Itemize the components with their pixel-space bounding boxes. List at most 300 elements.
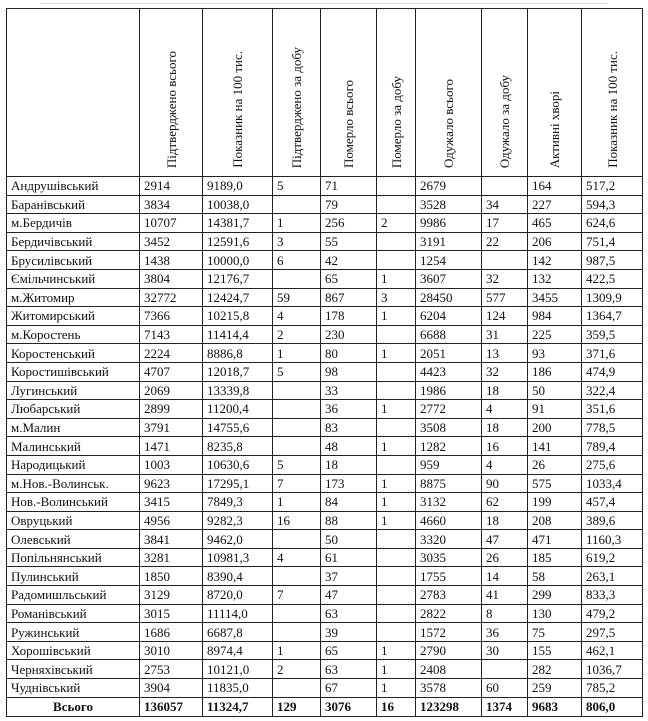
total-value-cell: 123298 — [416, 697, 482, 716]
value-cell: 7143 — [140, 325, 203, 344]
district-name-cell: м.Коростень — [7, 325, 140, 344]
value-cell: 778,5 — [582, 418, 643, 437]
value-cell: 3415 — [140, 493, 203, 512]
value-cell: 90 — [482, 474, 528, 493]
value-cell: 55 — [321, 232, 377, 251]
value-cell: 3015 — [140, 604, 203, 623]
district-name-cell: Лугинський — [7, 381, 140, 400]
value-cell: 5 — [273, 177, 321, 196]
value-cell: 10981,3 — [203, 548, 273, 567]
district-name-cell: Житомирський — [7, 307, 140, 326]
column-header — [416, 9, 482, 177]
value-cell: 3834 — [140, 195, 203, 214]
value-cell: 13339,8 — [203, 381, 273, 400]
value-cell: 275,6 — [582, 455, 643, 474]
value-cell: 462,1 — [582, 641, 643, 660]
value-cell: 1 — [377, 679, 416, 698]
value-cell: 11414,4 — [203, 325, 273, 344]
value-cell — [273, 604, 321, 623]
value-cell: 2 — [377, 214, 416, 233]
value-cell: 282 — [528, 660, 582, 679]
column-header — [203, 9, 273, 177]
value-cell: 4 — [273, 307, 321, 326]
column-header-label: Одужало всього — [441, 78, 456, 168]
value-cell: 5 — [273, 455, 321, 474]
value-cell: 1003 — [140, 455, 203, 474]
value-cell: 351,6 — [582, 400, 643, 419]
value-cell — [377, 586, 416, 605]
table-row — [7, 344, 643, 363]
value-cell: 2790 — [416, 641, 482, 660]
value-cell: 3010 — [140, 641, 203, 660]
value-cell: 422,5 — [582, 269, 643, 288]
value-cell: 2772 — [416, 400, 482, 419]
value-cell: 18 — [482, 511, 528, 530]
value-cell: 75 — [528, 623, 582, 642]
value-cell: 36 — [321, 400, 377, 419]
district-name-cell: Андрушівський — [7, 177, 140, 196]
value-cell: 1 — [377, 437, 416, 456]
value-cell: 457,4 — [582, 493, 643, 512]
value-cell: 37 — [321, 567, 377, 586]
value-cell: 10000,0 — [203, 251, 273, 270]
district-name-cell: м.Бердичів — [7, 214, 140, 233]
value-cell: 18 — [321, 455, 377, 474]
value-cell — [377, 623, 416, 642]
value-cell: 1471 — [140, 437, 203, 456]
value-cell: 4660 — [416, 511, 482, 530]
value-cell — [377, 232, 416, 251]
value-cell: 32 — [482, 362, 528, 381]
table-row — [7, 455, 643, 474]
value-cell: 31 — [482, 325, 528, 344]
value-cell — [273, 400, 321, 419]
value-cell: 479,2 — [582, 604, 643, 623]
value-cell: 1 — [377, 400, 416, 419]
district-name-cell: Чуднівський — [7, 679, 140, 698]
district-name-cell: Пулинський — [7, 567, 140, 586]
value-cell: 208 — [528, 511, 582, 530]
value-cell: 1 — [273, 214, 321, 233]
value-cell: 12018,7 — [203, 362, 273, 381]
value-cell — [273, 269, 321, 288]
value-cell: 11114,0 — [203, 604, 273, 623]
value-cell: 10707 — [140, 214, 203, 233]
total-value-cell: 16 — [377, 697, 416, 716]
value-cell: 10630,6 — [203, 455, 273, 474]
table-row — [7, 418, 643, 437]
value-cell: 60 — [482, 679, 528, 698]
table-row — [7, 604, 643, 623]
value-cell: 7366 — [140, 307, 203, 326]
value-cell: 32772 — [140, 288, 203, 307]
value-cell: 2899 — [140, 400, 203, 419]
table-row — [7, 623, 643, 642]
column-header-label: Померло всього — [341, 80, 356, 168]
value-cell: 80 — [321, 344, 377, 363]
value-cell: 16 — [482, 437, 528, 456]
value-cell: 4 — [482, 400, 528, 419]
table-row — [7, 548, 643, 567]
value-cell: 4707 — [140, 362, 203, 381]
value-cell — [377, 195, 416, 214]
value-cell: 259 — [528, 679, 582, 698]
district-name-cell: Радомишльський — [7, 586, 140, 605]
value-cell: 164 — [528, 177, 582, 196]
value-cell — [377, 325, 416, 344]
value-cell: 1364,7 — [582, 307, 643, 326]
value-cell: 1986 — [416, 381, 482, 400]
value-cell: 3452 — [140, 232, 203, 251]
value-cell: 987,5 — [582, 251, 643, 270]
value-cell: 6 — [273, 251, 321, 270]
value-cell: 141 — [528, 437, 582, 456]
value-cell: 624,6 — [582, 214, 643, 233]
value-cell: 26 — [482, 548, 528, 567]
value-cell: 785,2 — [582, 679, 643, 698]
value-cell — [377, 251, 416, 270]
column-header-label: Підтверджено всього — [163, 50, 179, 168]
value-cell: 2822 — [416, 604, 482, 623]
value-cell: 3320 — [416, 530, 482, 549]
value-cell: 1 — [377, 511, 416, 530]
covid-statistics-table — [6, 8, 643, 717]
value-cell: 1850 — [140, 567, 203, 586]
value-cell: 10038,0 — [203, 195, 273, 214]
column-header-label: Померло за добу — [388, 75, 404, 168]
value-cell — [377, 418, 416, 437]
value-cell: 79 — [321, 195, 377, 214]
value-cell: 199 — [528, 493, 582, 512]
table-row — [7, 474, 643, 493]
value-cell: 359,5 — [582, 325, 643, 344]
table-row — [7, 214, 643, 233]
value-cell: 1 — [377, 660, 416, 679]
total-value-cell: 136057 — [140, 697, 203, 716]
value-cell: 178 — [321, 307, 377, 326]
value-cell: 1 — [377, 474, 416, 493]
value-cell: 7849,3 — [203, 493, 273, 512]
cropped-caption-strip — [0, 0, 648, 8]
value-cell: 16 — [273, 511, 321, 530]
total-value-cell: 11324,7 — [203, 697, 273, 716]
value-cell: 58 — [528, 567, 582, 586]
column-header — [528, 9, 582, 177]
value-cell: 18 — [482, 418, 528, 437]
value-cell: 6687,8 — [203, 623, 273, 642]
value-cell: 17 — [482, 214, 528, 233]
district-name-cell: Попільнянський — [7, 548, 140, 567]
table-row — [7, 288, 643, 307]
value-cell — [273, 381, 321, 400]
value-cell: 225 — [528, 325, 582, 344]
value-cell — [273, 437, 321, 456]
value-cell: 18 — [482, 381, 528, 400]
value-cell — [482, 177, 528, 196]
value-cell — [377, 567, 416, 586]
table-row — [7, 511, 643, 530]
value-cell: 61 — [321, 548, 377, 567]
column-header — [377, 9, 416, 177]
table-row — [7, 232, 643, 251]
value-cell: 2 — [273, 660, 321, 679]
value-cell: 2914 — [140, 177, 203, 196]
value-cell: 9282,3 — [203, 511, 273, 530]
column-header-label: Одужало за добу — [497, 74, 512, 168]
value-cell: 2679 — [416, 177, 482, 196]
value-cell: 3791 — [140, 418, 203, 437]
column-header-label: Підтверджено за добу — [289, 46, 304, 168]
value-cell: 1 — [377, 344, 416, 363]
value-cell: 32 — [482, 269, 528, 288]
value-cell: 26 — [528, 455, 582, 474]
value-cell: 13 — [482, 344, 528, 363]
value-cell: 3129 — [140, 586, 203, 605]
value-cell: 3508 — [416, 418, 482, 437]
table-row — [7, 251, 643, 270]
column-header — [482, 9, 528, 177]
value-cell: 91 — [528, 400, 582, 419]
value-cell: 4 — [273, 548, 321, 567]
value-cell: 471 — [528, 530, 582, 549]
value-cell: 3455 — [528, 288, 582, 307]
district-name-cell: Черняхівський — [7, 660, 140, 679]
district-name-cell: Овруцький — [7, 511, 140, 530]
table-row — [7, 660, 643, 679]
district-name-cell: Ємільчинський — [7, 269, 140, 288]
value-cell: 71 — [321, 177, 377, 196]
value-cell: 3132 — [416, 493, 482, 512]
value-cell — [377, 604, 416, 623]
value-cell: 10215,8 — [203, 307, 273, 326]
total-value-cell: 9683 — [528, 697, 582, 716]
value-cell: 8720,0 — [203, 586, 273, 605]
value-cell: 577 — [482, 288, 528, 307]
district-name-cell: Коростенський — [7, 344, 140, 363]
table-row — [7, 586, 643, 605]
value-cell: 185 — [528, 548, 582, 567]
value-cell — [377, 530, 416, 549]
table-row — [7, 530, 643, 549]
value-cell: 5 — [273, 362, 321, 381]
district-name-cell: м.Малин — [7, 418, 140, 437]
value-cell: 3904 — [140, 679, 203, 698]
value-cell: 63 — [321, 604, 377, 623]
district-name-cell: Бердичівський — [7, 232, 140, 251]
district-name-cell: Романівський — [7, 604, 140, 623]
value-cell: 751,4 — [582, 232, 643, 251]
value-cell: 2783 — [416, 586, 482, 605]
district-name-cell: Любарський — [7, 400, 140, 419]
value-cell: 7 — [273, 586, 321, 605]
value-cell: 28450 — [416, 288, 482, 307]
table-row — [7, 307, 643, 326]
column-header — [140, 9, 203, 177]
value-cell — [377, 455, 416, 474]
value-cell: 14 — [482, 567, 528, 586]
value-cell: 3191 — [416, 232, 482, 251]
value-cell: 1438 — [140, 251, 203, 270]
table-row — [7, 195, 643, 214]
value-cell — [377, 548, 416, 567]
value-cell: 7 — [273, 474, 321, 493]
value-cell: 33 — [321, 381, 377, 400]
district-name-cell: Олевський — [7, 530, 140, 549]
value-cell — [273, 623, 321, 642]
value-cell: 65 — [321, 269, 377, 288]
value-cell: 12424,7 — [203, 288, 273, 307]
value-cell: 1036,7 — [582, 660, 643, 679]
value-cell: 59 — [273, 288, 321, 307]
value-cell: 297,5 — [582, 623, 643, 642]
value-cell: 6204 — [416, 307, 482, 326]
total-label-cell: Всього — [7, 697, 140, 716]
value-cell: 389,6 — [582, 511, 643, 530]
table-row — [7, 362, 643, 381]
value-cell: 9623 — [140, 474, 203, 493]
value-cell: 3578 — [416, 679, 482, 698]
district-name-cell: Малинський — [7, 437, 140, 456]
value-cell: 8974,4 — [203, 641, 273, 660]
header-row — [7, 9, 643, 177]
value-cell: 833,3 — [582, 586, 643, 605]
district-name-cell: Коростишівський — [7, 362, 140, 381]
value-cell: 83 — [321, 418, 377, 437]
value-cell: 1 — [377, 641, 416, 660]
value-cell: 4956 — [140, 511, 203, 530]
district-name-cell: Хорошівський — [7, 641, 140, 660]
value-cell: 8390,4 — [203, 567, 273, 586]
value-cell — [273, 418, 321, 437]
value-cell: 9462,0 — [203, 530, 273, 549]
total-value-cell: 806,0 — [582, 697, 643, 716]
value-cell: 14755,6 — [203, 418, 273, 437]
value-cell: 867 — [321, 288, 377, 307]
value-cell: 4423 — [416, 362, 482, 381]
value-cell: 322,4 — [582, 381, 643, 400]
district-name-cell: Народицький — [7, 455, 140, 474]
table-row — [7, 269, 643, 288]
value-cell — [273, 195, 321, 214]
value-cell: 1254 — [416, 251, 482, 270]
value-cell: 9189,0 — [203, 177, 273, 196]
value-cell: 1 — [273, 493, 321, 512]
value-cell: 465 — [528, 214, 582, 233]
district-name-cell: Брусилівський — [7, 251, 140, 270]
district-name-cell: Баранівський — [7, 195, 140, 214]
value-cell: 984 — [528, 307, 582, 326]
value-cell: 3281 — [140, 548, 203, 567]
value-cell: 474,9 — [582, 362, 643, 381]
value-cell: 263,1 — [582, 567, 643, 586]
value-cell: 132 — [528, 269, 582, 288]
table-row — [7, 493, 643, 512]
value-cell: 3804 — [140, 269, 203, 288]
value-cell — [273, 530, 321, 549]
value-cell: 10121,0 — [203, 660, 273, 679]
table-row — [7, 679, 643, 698]
column-header-label: Показник на 100 тис. — [230, 51, 245, 168]
value-cell: 42 — [321, 251, 377, 270]
value-cell: 50 — [528, 381, 582, 400]
value-cell: 2069 — [140, 381, 203, 400]
value-cell: 3841 — [140, 530, 203, 549]
value-cell: 47 — [321, 586, 377, 605]
value-cell: 173 — [321, 474, 377, 493]
value-cell: 130 — [528, 604, 582, 623]
value-cell: 1572 — [416, 623, 482, 642]
value-cell: 3 — [377, 288, 416, 307]
value-cell — [377, 177, 416, 196]
value-cell: 619,2 — [582, 548, 643, 567]
value-cell: 371,6 — [582, 344, 643, 363]
value-cell: 6688 — [416, 325, 482, 344]
value-cell: 230 — [321, 325, 377, 344]
value-cell: 1 — [273, 344, 321, 363]
district-name-cell: м.Житомир — [7, 288, 140, 307]
value-cell: 34 — [482, 195, 528, 214]
value-cell: 84 — [321, 493, 377, 512]
value-cell: 30 — [482, 641, 528, 660]
value-cell: 41 — [482, 586, 528, 605]
value-cell: 155 — [528, 641, 582, 660]
value-cell: 1033,4 — [582, 474, 643, 493]
value-cell: 575 — [528, 474, 582, 493]
value-cell: 124 — [482, 307, 528, 326]
total-value-cell: 129 — [273, 697, 321, 716]
district-name-cell: Нов.-Волинський — [7, 493, 140, 512]
value-cell: 3035 — [416, 548, 482, 567]
value-cell — [377, 381, 416, 400]
value-cell — [482, 251, 528, 270]
value-cell: 8235,8 — [203, 437, 273, 456]
table-row — [7, 437, 643, 456]
value-cell: 959 — [416, 455, 482, 474]
value-cell: 299 — [528, 586, 582, 605]
value-cell: 62 — [482, 493, 528, 512]
value-cell: 1 — [377, 493, 416, 512]
value-cell — [273, 679, 321, 698]
value-cell: 1160,3 — [582, 530, 643, 549]
value-cell: 2753 — [140, 660, 203, 679]
value-cell: 47 — [482, 530, 528, 549]
column-header — [273, 9, 321, 177]
table-row — [7, 567, 643, 586]
value-cell — [273, 567, 321, 586]
value-cell: 88 — [321, 511, 377, 530]
value-cell: 48 — [321, 437, 377, 456]
header-corner — [7, 9, 140, 177]
value-cell: 1282 — [416, 437, 482, 456]
column-header-label: Показник на 100 тис. — [604, 51, 620, 168]
value-cell: 12176,7 — [203, 269, 273, 288]
value-cell: 14381,7 — [203, 214, 273, 233]
total-row — [7, 697, 643, 716]
value-cell: 22 — [482, 232, 528, 251]
value-cell: 1 — [377, 307, 416, 326]
table-row — [7, 400, 643, 419]
value-cell: 2224 — [140, 344, 203, 363]
column-header-label: Активні хворі — [547, 90, 562, 168]
table-row — [7, 325, 643, 344]
value-cell: 1 — [273, 641, 321, 660]
column-header — [582, 9, 643, 177]
value-cell: 256 — [321, 214, 377, 233]
value-cell: 1 — [377, 269, 416, 288]
value-cell: 9986 — [416, 214, 482, 233]
value-cell: 1755 — [416, 567, 482, 586]
value-cell: 17295,1 — [203, 474, 273, 493]
